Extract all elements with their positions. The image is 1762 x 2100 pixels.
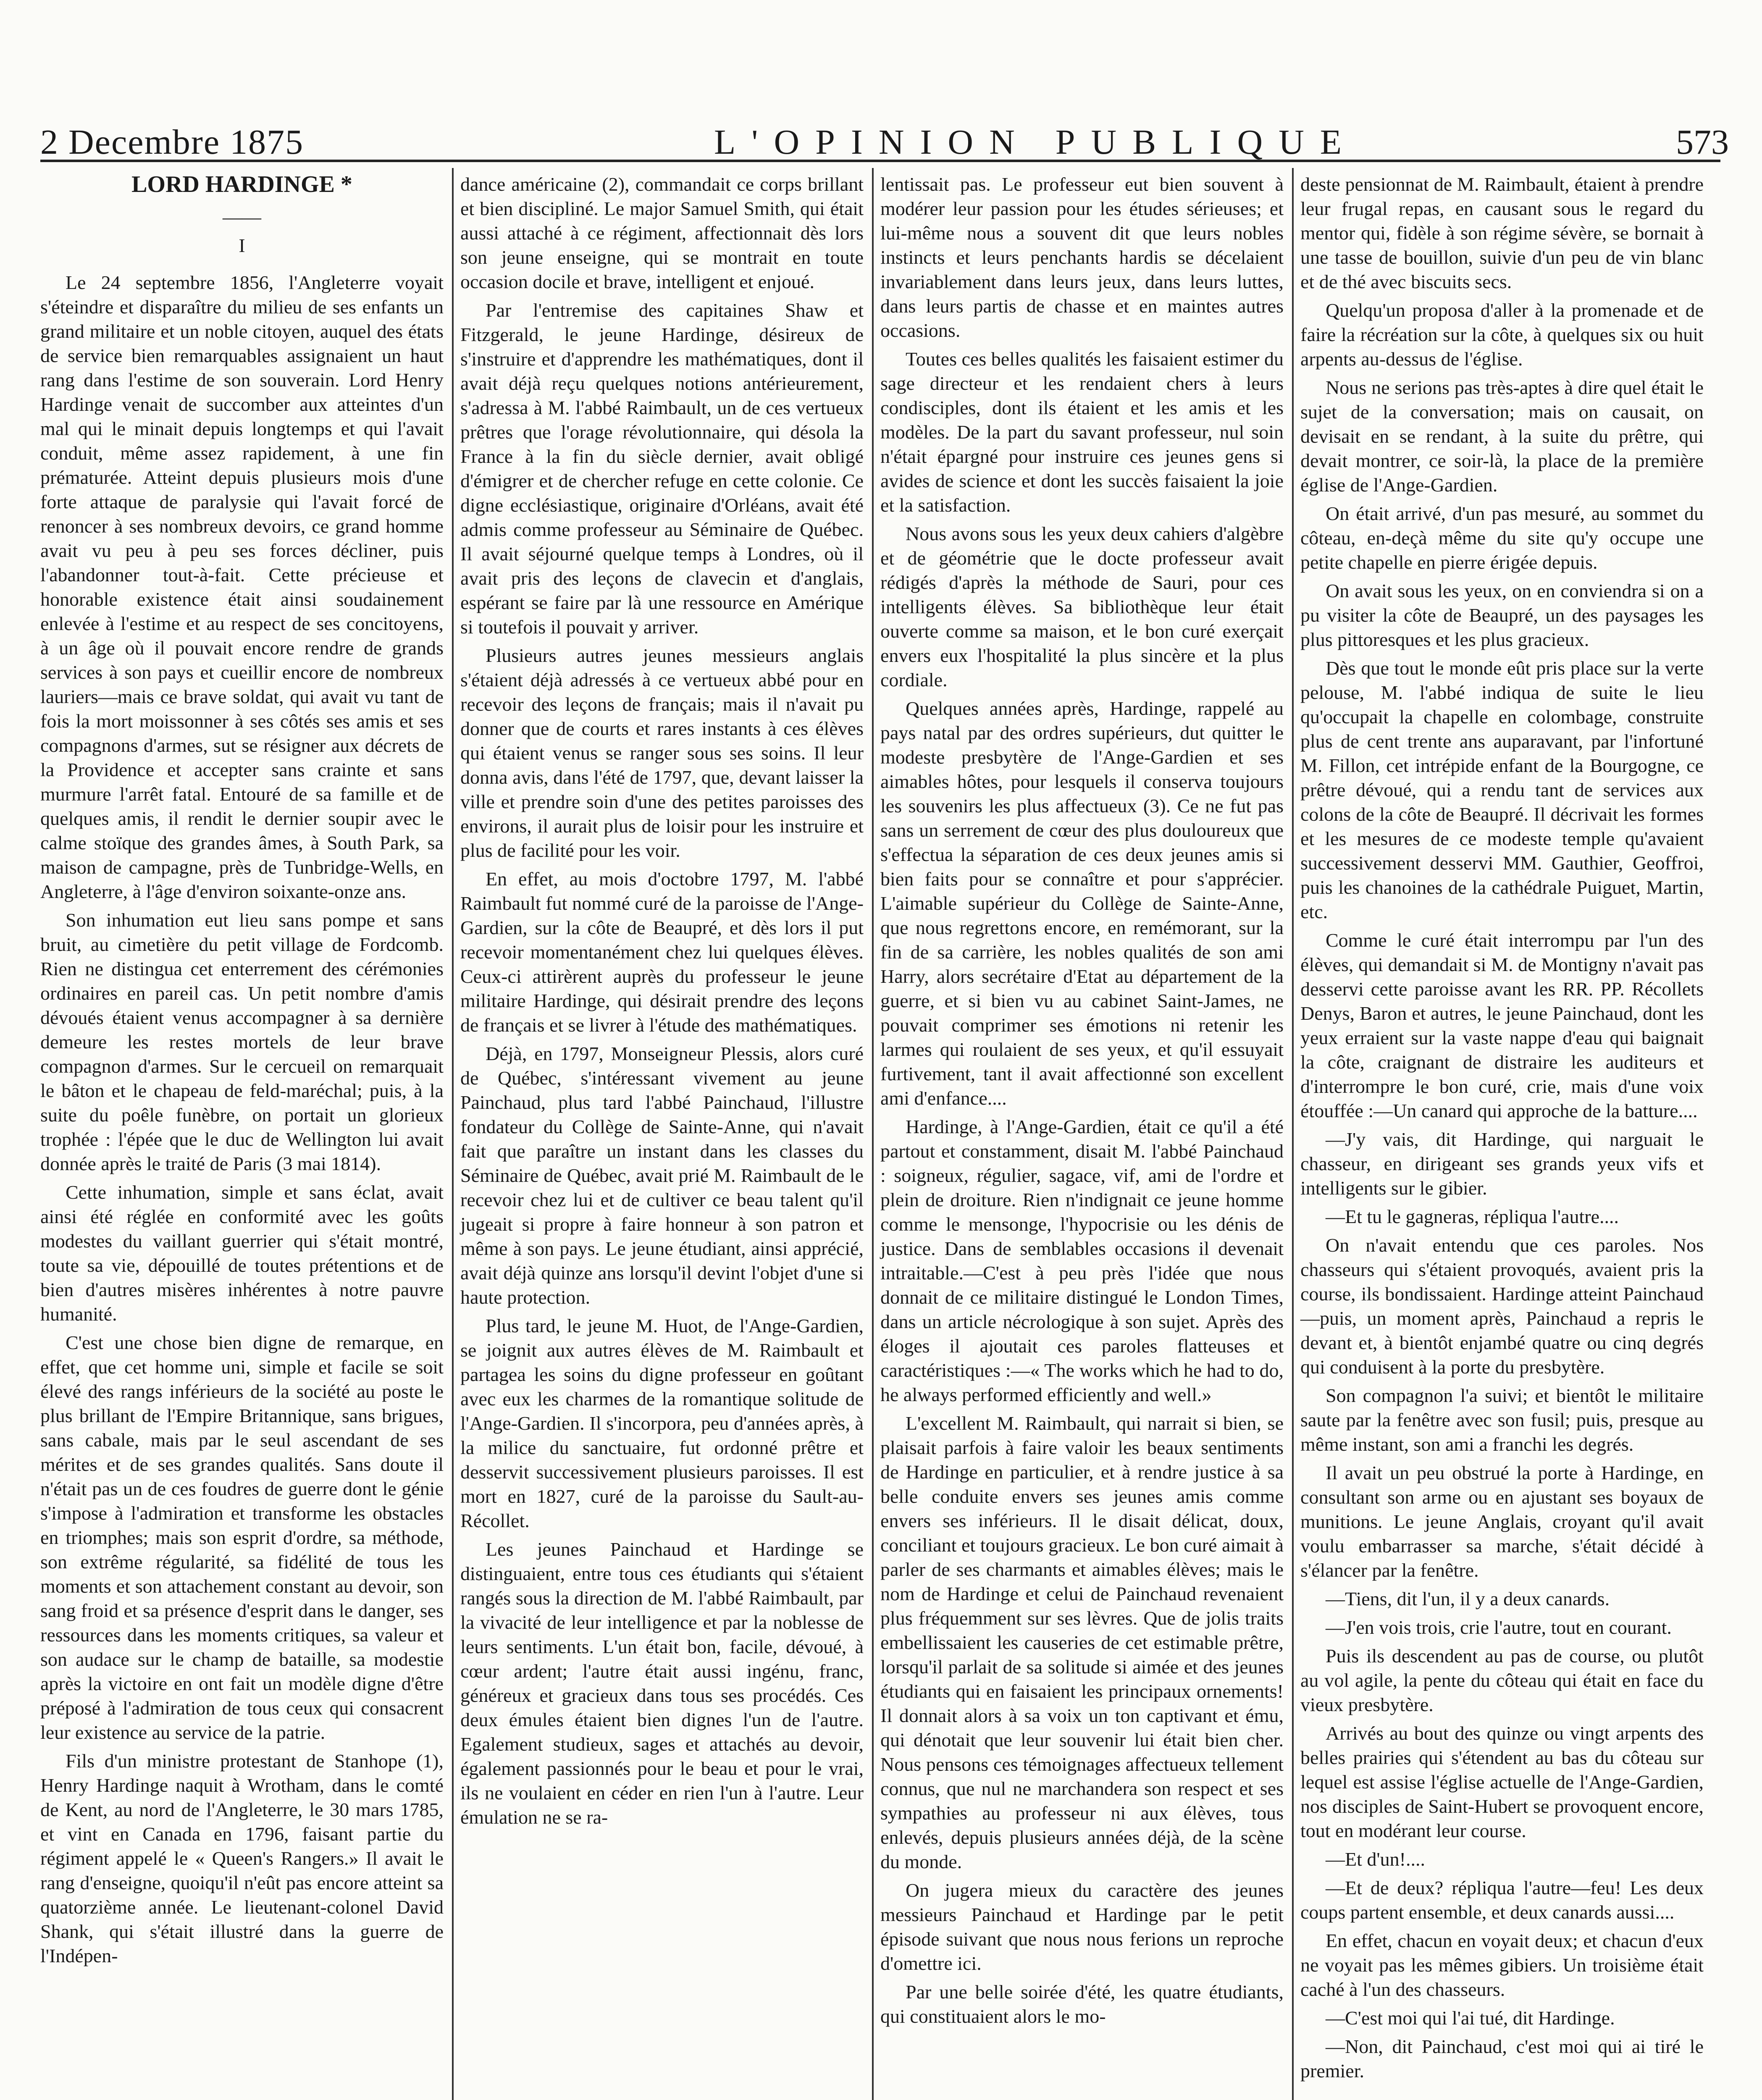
column-4 (1300, 172, 1704, 2100)
paragraph: C'est une chose bien digne de remarque, en effet, que cet homme uni, simple et facile se soit élevé des rangs inférieurs de la société au poste le plus brillant de l'Empire Britannique, sans brigues, sans cabale, mais par le seul ascendant de ses mérites et de ses grandes qualités. Sans doute il n'était pas un de ces foudres de guerre dont le génie s'impose à l'admiration et transforme les obstacles en triomphes; mais son esprit d'ordre, sa méthode, son extrême régularité, sa fidélité de tous les moments et son attachement constant au devoir, son sang froid et sa présence d'esprit dans le danger, ses ressources dans les moments critiques, sa valeur et son audace sur le champ de bataille, sa modestie après la victoire en ont fait un modèle digne d'être préposé à l'admiration de tous ceux qui consacrent leur existence au service de la patrie. (40, 1332, 444, 1743)
paragraph: Les jeunes Painchaud et Hardinge se distinguaient, entre tous ces étudiants qui s'étaient rangés sous la direction de M. l'abbé Raimbault, par la vivacité de leur intelligence et par la noblesse de leurs sentiments. L'un était bon, facile, dévoué, à cœur ardent; l'autre était aussi ingénu, franc, généreux et gracieux dans tous ses procédés. Ces deux émules étaient bien dignes l'un de l'autre. Egalement studieux, sages et attachés au devoir, également passionnés pour le beau et pour le vrai, ils ne voulaient en céder en rien l'un à l'autre. Leur émulation ne se ra- (460, 1538, 864, 1828)
paragraph: Par l'entremise des capitaines Shaw et Fitzgerald, le jeune Hardinge, désireux de s'instruire et d'apprendre les mathématiques, dont il avait déjà reçu quelques notions antérieurement, s'adressa à M. l'abbé Raimbault, un de ces vertueux prêtres que l'orage révolutionnaire, qui désola la France à la fin du siècle dernier, avait obligé d'émigrer et de chercher refuge en cette colonie. Ce digne ecclésiastique, originaire d'Orléans, avait été admis comme professeur au Séminaire de Québec. Il avait séjourné quelque temps à Londres, où il avait pris des leçons de clavecin et d'anglais, espérant se faire par là une ressource en Amérique si toutefois il pouvait y arriver. (460, 299, 864, 638)
paragraph: —Non, dit Painchaud, c'est moi qui ai tiré le premier. (1300, 2036, 1704, 2082)
paragraph: —J'en vois trois, crie l'autre, tout en courant. (1326, 1617, 1672, 1638)
paragraph: lentissait pas. Le professeur eut bien souvent à modérer leur passion pour les études sérieuses; et lui-même nous a souvent dit que leurs nobles instincts et leurs penchants hardis se décelaient invariablement dans leurs jeux, dans leurs luttes, dans leurs partis de chasse et en maintes autres occasions. (880, 173, 1284, 341)
paragraph: On était arrivé, d'un pas mesuré, au sommet du côteau, en-deçà même du site qu'y occupe une petite chapelle en pierre érigée depuis. (1300, 503, 1704, 573)
paragraph: Cette inhumation, simple et sans éclat, avait ainsi été réglée en conformité avec les goûts modestes du vaillant guerrier qui s'était montré, toute sa vie, dépouillé de toutes prétentions et de bien d'autres misères inhérentes à notre pauvre humanité. (40, 1181, 444, 1325)
paragraph: —Et d'un!.... (1326, 1848, 1425, 1870)
column-divider (1292, 168, 1294, 2100)
paragraph: Dès que tout le monde eût pris place sur la verte pelouse, M. l'abbé indiqua de suite le lieu qu'occupait la chapelle en colombage, construite plus de cent trente ans auparavant, par l'infortuné M. Fillon, cet intrépide enfant de la Bourgogne, ce prêtre dévoué, qui a rendu tant de services aux colons de la côte de Beaupré. Il décrivait les formes et les mesures de ce modeste temple qu'avaient successivement desservi MM. Gauthier, Geoffroi, puis les chanoines de la cathédrale Puiguet, Martin, etc. (1300, 657, 1704, 922)
column-1 (40, 172, 444, 2100)
page-number: 573 (1676, 123, 1729, 162)
paragraph: —Et de deux? répliqua l'autre—feu! Les deux coups partent ensemble, et deux canards aussi.... (1300, 1877, 1704, 1923)
paragraph: Son inhumation eut lieu sans pompe et sans bruit, au cimetière du petit village de Fordcomb. Rien ne distingua cet enterrement des cérémonies ordinaires en pareil cas. Un petit nombre d'amis dévoués étaient venus accompagner à sa dernière demeure les restes mortels de leur brave compagnon d'armes. Sur le cercueil on remarquait le bâton et le chapeau de feld-maréchal; puis, à la suite du poêle funèbre, on portait un glorieux trophée : l'épée que le duc de Wellington lui avait donnée après le traité de Paris (3 mai 1814). (40, 909, 444, 1174)
column-2 (460, 172, 864, 2100)
paragraph: Quelques années après, Hardinge, rappelé au pays natal par des ordres supérieurs, dut quitter le modeste presbytère de l'Ange-Gardien et ses aimables hôtes, pour lesquels il conserva toujours les souvenirs les plus affectueux (3). Ce ne fut pas sans un serrement de cœur des plus douloureux que s'effectua la séparation de ces deux jeunes amis si bien faits pour se connaître et pour s'apprécier. L'aimable supérieur du Collège de Sainte-Anne, que nous regrettons encore, en remémorant, sur la fin de sa carrière, les nobles qualités de son ami Harry, alors secrétaire d'Etat au département de la guerre, et si bien vu au cabinet Saint-James, ne pouvait comprimer ses émotions ni retenir les larmes qui roulaient de ses yeux, et qu'il essuyait furtivement, tant il avait affectionné son excellent ami d'enfance.... (880, 698, 1284, 1109)
paragraph: L'excellent M. Raimbault, qui narrait si bien, se plaisait parfois à faire valoir les beaux sentiments de Hardinge en particulier, et à rendre justice à sa belle conduite envers ses jeunes amis comme envers ses inférieurs. Il le disait délicat, doux, conciliant et toujours gracieux. Le bon curé aimait à parler de ses charmants et aimables élèves; mais le nom de Hardinge et celui de Painchaud revenaient plus fréquemment sur ses lèvres. Que de jolis traits embellissaient les causeries de cet estimable prêtre, lorsqu'il parlait de sa solitude si aimée et des jeunes étudiants qui en faisaient les principaux ornements! Il donnait alors à sa voix un ton captivant et ému, qui dénotait que leur souvenir lui était bien cher. Nous pensons ces témoignages affectueux tellement connus, que nul ne marchandera son respect et ses sympathies au professeur ni aux élèves, tous enlevés, depuis plusieurs années déjà, de la scène du monde. (880, 1412, 1284, 1872)
column-divider (452, 168, 454, 2100)
paragraph: Nous avons sous les yeux deux cahiers d'algèbre et de géométrie que le docte professeur avait rédigés d'après la méthode de Sauri, pour ces intelligents élèves. Sa bibliothèque leur était ouverte comme sa maison, et le bon curé exerçait envers eux l'hospitalité la plus sincère et la plus cordiale. (880, 523, 1284, 690)
section-number: I (239, 235, 245, 256)
header-rule (40, 160, 1720, 162)
paragraph: Comme le curé était interrompu par l'un des élèves, qui demandait si M. de Montigny n'avait pas desservi cette paroisse avant les RR. PP. Récollets Denys, Baron et autres, le jeune Painchaud, dont les yeux erraient sur la vaste nappe d'eau qui baignait la côte, craignant de distraire les auditeurs et d'interrompre le bon curé, crie, mais d'une voix étouffée :—Un canard qui approche de la batture.... (1300, 929, 1704, 1121)
paragraph: On jugera mieux du caractère des jeunes messieurs Painchaud et Hardinge par le petit épisode suivant que nous nous ferions un reproche d'omettre ici. (880, 1880, 1284, 1974)
paragraph: Quelqu'un proposa d'aller à la promenade et de faire la récréation sur la côte, à quelques six ou huit arpents au-dessus de l'église. (1300, 299, 1704, 370)
title-dash: —— (223, 206, 261, 228)
paragraph: deste pensionnat de M. Raimbault, étaient à prendre leur frugal repas, en causant sous le regard du mentor qui, fidèle à son régime sévère, se bornait à une tasse de bouillon, suivie d'un peu de vin blanc et de thé avec biscuits secs. (1300, 173, 1704, 292)
issue-date: 2 Decembre 1875 (40, 123, 304, 162)
paragraph: En effet, chacun en voyait deux; et chacun d'eux ne voyait pas les mêmes gibiers. Un troisième était caché à l'un des chasseurs. (1300, 1930, 1704, 2000)
paragraph: Déjà, en 1797, Monseigneur Plessis, alors curé de Québec, s'intéressant vivement au jeune Painchaud, plus tard l'abbé Painchaud, l'illustre fondateur du Collège de Sainte-Anne, qui n'avait fait que paraître un instant dans les classes du Séminaire de Québec, avait prié M. Raimbault de le recevoir chez lui et de cultiver ce beau talent qu'il jugeait si propre à faire honneur à son patron et même à son pays. Le jeune étudiant, ainsi apprécié, avait déjà quinze ans lorsqu'il devint l'objet d'une si haute protection. (460, 1043, 864, 1308)
paragraph: —C'est moi qui l'ai tué, dit Hardinge. (1326, 2007, 1615, 2029)
paragraph: Toutes ces belles qualités les faisaient estimer du sage directeur et les rendaient chers à leurs condisciples, dont ils étaient et les amis et les modèles. De la part du savant professeur, nul soin n'était épargné pour instruire ces jeunes gens si avides de science et dont les succès faisaient la joie et la satisfaction. (880, 348, 1284, 516)
paragraph: Nous ne serions pas très-aptes à dire quel était le sujet de la conversation; mais on causait, on devisait en se rendant, à la suite du prêtre, qui devait montrer, ce soir-là, la place de la première église de l'Ange-Gardien. (1300, 377, 1704, 496)
paragraph: —Et tu le gagneras, répliqua l'autre.... (1326, 1206, 1619, 1227)
paragraph: Il avait un peu obstrué la porte à Hardinge, en consultant son arme ou en ajustant ses boyaux de munitions. Le jeune Anglais, croyant qu'il avait voulu embarrasser sa marche, s'était décidé à s'élancer par la fenêtre. (1300, 1462, 1704, 1581)
paragraph: —J'y vais, dit Hardinge, qui narguait le chasseur, en dirigeant ses grands yeux vifs et intelligents sur le gibier. (1300, 1129, 1704, 1199)
paragraph: Son compagnon l'a suivi; et bientôt le militaire saute par la fenêtre avec son fusil; puis, presque au même instant, son ami a franchi les degrés. (1300, 1385, 1704, 1455)
newspaper-title: L'OPINION PUBLIQUE (714, 123, 1358, 162)
paragraph: Plusieurs autres jeunes messieurs anglais s'étaient déjà adressés à ce vertueux abbé pour en recevoir des leçons de français; mais il n'avait pu donner que de courts et rares instants à ces élèves qui étaient venus se ranger sous ses soins. Il leur donna avis, dans l'été de 1797, que, devant laisser la ville et prendre soin d'une des petites paroisses des environs, il aurait plus de loisir pour les instruire et plus de facilité pour les voir. (460, 645, 864, 861)
paragraph: On avait sous les yeux, on en conviendra si on a pu visiter la côte de Beaupré, un des paysages les plus pittoresques et les plus gracieux. (1300, 580, 1704, 650)
paragraph: —Tiens, dit l'un, il y a deux canards. (1326, 1588, 1610, 1609)
article-title: LORD HARDINGE * (131, 171, 352, 197)
paragraph: On n'avait entendu que ces paroles. Nos chasseurs qui s'étaient provoqués, avaient pris la course, ils bondissaient. Hardinge atteint Painchaud—puis, un moment après, Painchaud a repris le devant et, à bientôt enjambé quatre ou cinq degrés qui conduisent à la porte du presbytère. (1300, 1234, 1704, 1378)
paragraph: Puis ils descendent au pas de course, ou plutôt au vol agile, la pente du côteau qui était en face du vieux presbytère. (1300, 1645, 1704, 1715)
paragraph: Le 24 septembre 1856, l'Angleterre voyait s'éteindre et disparaître du milieu de ses enfants un grand militaire et un noble citoyen, auquel des états de service bien remarquables assignaient un haut rang dans l'estime de son souverain. Lord Henry Hardinge venait de succomber aux atteintes d'un mal qui le minait depuis longtemps et qui l'avait conduit, même assez rapidement, à une fin prématurée. Atteint depuis plusieurs mois d'une forte attaque de paralysie qui l'avait forcé de renoncer à ses nombreux devoirs, ce grand homme avait vu peu à peu ses forces décliner, puis l'abandonner tout-à-fait. Cette précieuse et honorable existence était ainsi soudainement enlevée à l'estime et au respect de ses concitoyens, à un âge où il pouvait encore rendre de grands services à son pays et cueillir encore de nombreux lauriers—mais ce brave soldat, qui avait vu tant de fois la mort moissonner à ses côtés ses amis et ses compagnons d'armes, sut se résigner aux décrets de la Providence et accepter sans crainte et sans murmure l'arrêt fatal. Entouré de sa famille et de quelques amis, il rendit le dernier soupir avec le calme stoïque des grandes âmes, à South Park, sa maison de campagne, près de Tunbridge-Wells, en Angleterre, à l'âge d'environ soixante-onze ans. (40, 272, 444, 902)
column-divider (872, 168, 874, 2100)
paragraph: Fils d'un ministre protestant de Stanhope (1), Henry Hardinge naquit à Wrotham, dans le comté de Kent, au nord de l'Angleterre, le 30 mars 1785, et vint en Canada en 1796, faisant partie du régiment appelé le « Queen's Rangers.» Il avait le rang d'enseigne, quoiqu'il n'eût pas encore atteint sa quatorzième année. Le lieutenant-colonel David Shank, qui s'était illustré dans la guerre de l'Indépen- (40, 1750, 444, 1966)
paragraph: dance américaine (2), commandait ce corps brillant et bien discipliné. Le major Samuel Smith, qui était aussi attaché à ce régiment, affectionnait dès lors son jeune enseigne, qui se montrait en toute occasion docile et brave, intelligent et enjoué. (460, 173, 864, 292)
paragraph: Arrivés au bout des quinze ou vingt arpents des belles prairies qui s'étendent au bas du côteau sur lequel est assise l'église actuelle de l'Ange-Gardien, nos disciples de Saint-Hubert se provoquent encore, tout en modérant leur course. (1300, 1722, 1704, 1841)
column-3 (880, 172, 1284, 2100)
paragraph: Par une belle soirée d'été, les quatre étudiants, qui constituaient alors le mo- (880, 1981, 1284, 2027)
paragraph: Hardinge, à l'Ange-Gardien, était ce qu'il a été partout et constamment, disait M. l'abbé Painchaud : soigneux, régulier, sagace, vif, ami de l'ordre et plein de droiture. Rien n'indignait ce jeune homme comme le mensonge, l'hypocrisie ou les dénis de justice. Dans de semblables occasions il devenait intraitable.—C'est à peu près l'idée que nous donnait de ce militaire distingué le London Times, dans un article nécrologique à son sujet. Après des éloges il ajoutait ces paroles flatteuses et caractéristiques :—« The works which he had to do, he always performed efficiently and well.» (880, 1116, 1284, 1405)
paragraph: Plus tard, le jeune M. Huot, de l'Ange-Gardien, se joignit aux autres élèves de M. Raimbault et partagea les soins du digne professeur en goûtant avec eux les charmes de la romantique solitude de l'Ange-Gardien. Il s'incorpora, peu d'années après, à la milice du sanctuaire, fut ordonné prêtre et desservit successivement plusieurs paroisses. Il est mort en 1827, curé de la paroisse du Sault-au-Récollet. (460, 1315, 864, 1531)
paragraph: En effet, au mois d'octobre 1797, M. l'abbé Raimbault fut nommé curé de la paroisse de l'Ange-Gardien, sur la côte de Beaupré, et dès lors il put recevoir momentanément chez lui quelques élèves. Ceux-ci attirèrent auprès du professeur le jeune militaire Hardinge, qui désirait prendre des leçons de français et se livrer à l'étude des mathématiques. (460, 868, 864, 1036)
